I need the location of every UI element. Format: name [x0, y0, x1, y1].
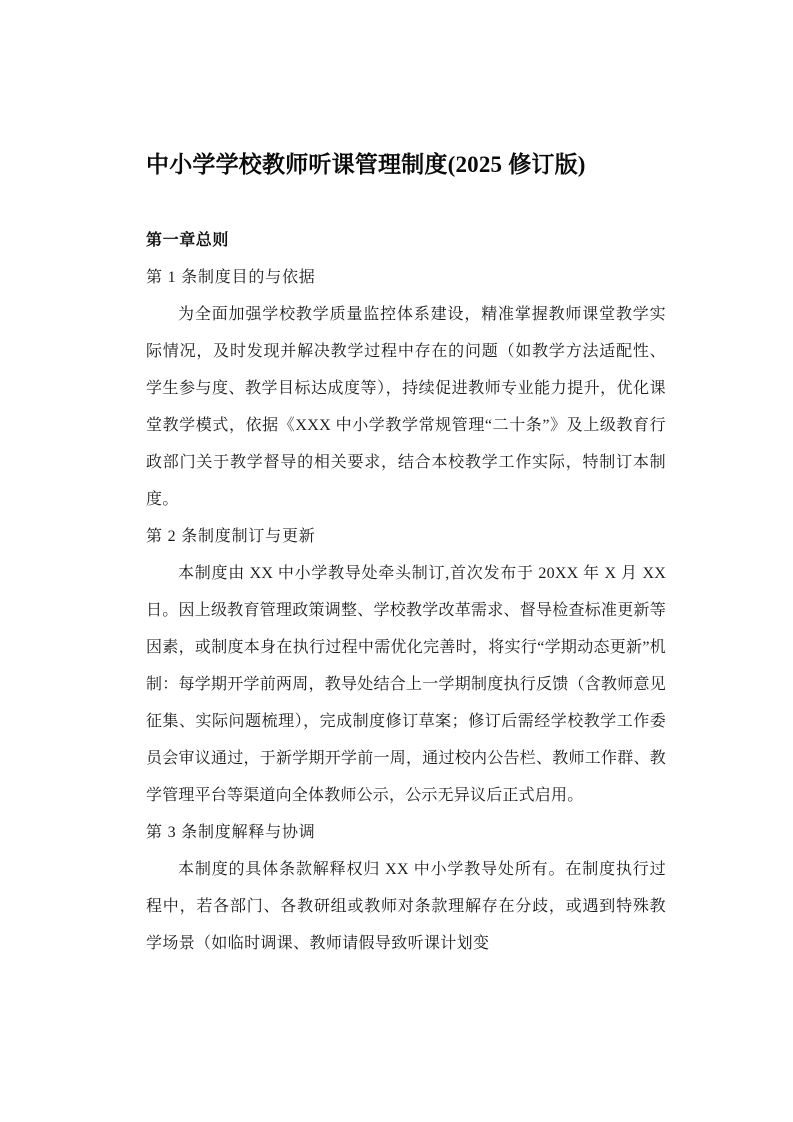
clause-heading-3: 第 3 条制度解释与协调 — [146, 824, 316, 841]
page-title: 中小学学校教师听课管理制度(2025 修订版) — [146, 152, 586, 177]
clause-body-2: 本制度由 XX 中小学教导处牵头制订,首次发布于 20XX 年 X 月 XX 日。因上级教育管理政策调整、学校教学改革需求、督导检查标准更新等因素，或制度本身在执行过程中需优化完善时，将实行“学期动态更新”机制：每学期开学前两周，教导处结合上一学期制度执行反馈（含教师意见征集、实际问题梳理），完成制度修订草案；修订后需经学校教学工作委员会审议通过，于新学期开学前一周，通过校内公告栏、教师工作群、教学管理平台等渠道向全体教师公示，公示无异议后正式启用。 — [146, 565, 666, 804]
clause-body-3: 本制度的具体条款解释权归 XX 中小学教导处所有。在制度执行过程中，若各部门、各教研组或教师对条款理解存在分歧，或遇到特殊教学场景（如临时调课、教师请假导致听课计划变 — [146, 861, 666, 952]
chapter-heading-1: 第一章总则 — [146, 232, 230, 249]
clause-body-1: 为全面加强学校教学质量监控体系建设，精准掌握教师课堂教学实际情况，及时发现并解决教学过程中存在的问题（如教学方法适配性、学生参与度、教学目标达成度等），持续促进教师专业能力提升，优化课堂教学模式，依据《XXX 中小学教学常规管理“二十条”》及上级教育行政部门关于教学督导的相关要求，结合本校教学工作实际，特制订本制度。 — [146, 306, 666, 508]
clause-heading-1: 第 1 条制度目的与依据 — [146, 269, 316, 286]
clause-heading-2: 第 2 条制度制订与更新 — [146, 528, 316, 545]
page-content-area — [146, 148, 666, 962]
